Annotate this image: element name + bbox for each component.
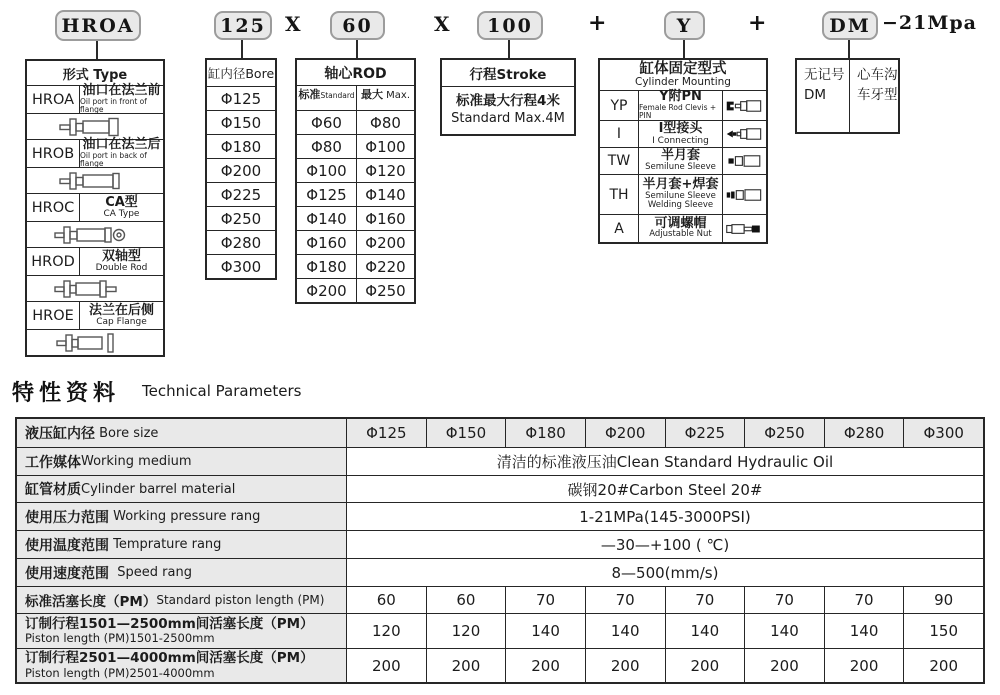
rod-row — [297, 110, 414, 134]
connector-line — [683, 40, 685, 58]
tech-label-cjk: 液压缸内径 — [25, 426, 95, 442]
tech-cell: 90 — [903, 587, 983, 613]
table-row — [27, 275, 163, 301]
mounting-desc-cjk: 半月套+焊套 — [642, 176, 719, 192]
rod-standard-cell: Φ100 — [306, 161, 347, 180]
bore-value-cell: Φ280 — [207, 230, 275, 254]
stroke-table-header: 行程Stroke — [469, 67, 547, 83]
cylinder-double-rod-icon — [53, 278, 137, 300]
tech-row-label — [17, 419, 347, 447]
mounting-desc-cjk: 半月套 — [660, 148, 700, 164]
rod-max-cell: Φ220 — [356, 255, 414, 278]
tech-label-cjk: 标准活塞长度（PM） — [25, 594, 157, 610]
thread-no-mark-label: 无记号 — [804, 67, 845, 83]
table-row — [27, 113, 163, 139]
bore-table-header: 缸内径Bore — [207, 66, 275, 81]
cylinder-cap-flange-icon — [53, 332, 137, 354]
mounting-desc — [638, 91, 722, 120]
tech-cell: 120 — [426, 614, 506, 648]
tech-label-en: Bore size — [95, 425, 159, 441]
type-desc-en: Cap Flange — [96, 317, 147, 328]
tech-row-label — [17, 531, 347, 558]
tech-cell: Φ125 — [347, 419, 426, 447]
tech-label-cjk: 使用压力范围 — [25, 509, 109, 526]
rod-code-text: 60 — [342, 14, 373, 37]
mounting-row — [600, 147, 766, 174]
section-title-en: Technical Parameters — [142, 382, 302, 400]
tech-cell: 150 — [903, 614, 983, 648]
mounting-code: TH — [609, 186, 629, 203]
bore-value-cell: Φ300 — [207, 254, 275, 278]
connector-line — [848, 40, 850, 58]
rod-standard-cell: Φ80 — [311, 137, 342, 156]
bore-table — [205, 58, 277, 280]
stroke-table — [440, 58, 576, 136]
tech-row-working-medium — [17, 447, 983, 475]
stroke-code-text: 100 — [487, 14, 533, 37]
tech-cell: 200 — [824, 649, 904, 682]
connector-line — [241, 40, 243, 58]
type-desc — [79, 83, 163, 115]
rod-col-max-en: Max. — [382, 90, 411, 101]
mounting-table-header — [600, 60, 766, 90]
mounting-code: TW — [607, 153, 631, 169]
bore-value-cell: Φ180 — [207, 134, 275, 158]
times-separator-1: X — [285, 12, 301, 36]
table-row — [27, 139, 163, 167]
tech-row-bore-size — [17, 419, 983, 447]
connector-line — [356, 40, 358, 58]
tech-cell: 140 — [824, 614, 904, 648]
mounting-desc-en: Female Rod Clevis + PIN — [639, 102, 717, 121]
table-row — [27, 247, 163, 275]
mounting-desc — [638, 175, 722, 214]
tech-cell: 200 — [744, 649, 824, 682]
type-desc — [79, 248, 163, 275]
mounting-code-box — [664, 11, 705, 40]
type-desc — [79, 137, 163, 169]
connector-line — [96, 41, 98, 59]
tech-span-value: 碳钢20#Carbon Steel 20# — [567, 480, 763, 499]
cylinder-front-port-icon — [57, 116, 133, 138]
mounting-desc-cjk: I型接头 — [658, 121, 703, 136]
rod-standard-cell: Φ60 — [311, 113, 342, 132]
rod-row — [297, 278, 414, 302]
thread-desc-line2: 车牙型 — [857, 87, 898, 104]
plus-separator-2: + — [748, 10, 767, 36]
rod-col-standard-cjk: 标准 — [298, 88, 321, 101]
tech-row-label — [17, 559, 347, 586]
rod-table — [295, 58, 416, 304]
type-desc-cjk: CA型 — [105, 194, 138, 210]
rod-table-header: 轴心ROD — [324, 65, 387, 82]
stroke-max-cjk: 标准最大行程4米 — [456, 93, 560, 110]
rod-col-max-cjk: 最大 — [360, 88, 383, 101]
mounting-code: I — [616, 126, 622, 142]
tech-cell: 200 — [371, 656, 401, 675]
tech-row-label — [17, 503, 347, 530]
model-code-text: HROA — [61, 14, 135, 37]
tech-label-cjk: 订制行程2501—4000mm间活塞长度（PM） — [25, 650, 314, 667]
bore-value-cell: Φ150 — [207, 110, 275, 134]
tech-cell: 140 — [585, 614, 665, 648]
mounting-row — [600, 90, 766, 120]
thread-code-text: DM — [829, 14, 871, 37]
tech-span-value: 8—500(mm/s) — [611, 563, 719, 582]
tech-cell: Φ180 — [505, 419, 585, 447]
rod-standard-cell: Φ125 — [306, 185, 347, 204]
tech-cell: Φ225 — [665, 419, 745, 447]
tech-row-barrel-material — [17, 475, 983, 502]
tech-cell: 200 — [505, 649, 585, 682]
tech-cell: 140 — [505, 614, 585, 648]
tech-cell: Φ300 — [903, 419, 983, 447]
type-desc-en: Double Rod — [95, 263, 148, 274]
mount-adjustable-nut-icon — [722, 215, 766, 242]
tech-row-label — [17, 476, 347, 502]
rod-standard-cell: Φ200 — [306, 281, 347, 300]
rod-row — [297, 158, 414, 182]
tech-cell: Φ200 — [585, 419, 665, 447]
rod-row — [297, 206, 414, 230]
tech-label-cjk: 使用温度范围 — [25, 537, 109, 554]
table-row — [27, 193, 163, 221]
rod-row — [297, 134, 414, 158]
tech-row-label — [17, 649, 347, 682]
tech-row-label — [17, 614, 347, 648]
rod-standard-cell: Φ160 — [306, 233, 347, 252]
mounting-table — [598, 58, 768, 244]
mounting-desc-en: Semilune Sleeve — [645, 161, 716, 172]
rod-max-cell: Φ80 — [356, 111, 414, 134]
type-code: HROC — [31, 199, 75, 216]
tech-label-cjk: 缸管材质 — [25, 482, 81, 498]
type-desc-en: Oil port in back of flange — [80, 150, 147, 169]
type-desc-en: Oil port in front of flange — [80, 96, 147, 115]
mount-clevis-pin-icon — [722, 91, 766, 120]
tech-span-value: —30—+100 ( ℃) — [600, 535, 730, 554]
tech-cell: 70 — [744, 587, 824, 613]
type-desc-cjk: 法兰在后侧 — [88, 302, 154, 318]
type-code: HROD — [31, 253, 75, 270]
bore-value-cell: Φ250 — [207, 206, 275, 230]
thread-code-box — [822, 11, 878, 40]
thread-style-right-cell — [849, 60, 898, 132]
mount-i-connecting-icon — [722, 121, 766, 147]
tech-row-values — [347, 649, 983, 682]
tech-label-en: Piston length (PM)1501-2500mm — [25, 631, 215, 646]
rod-row — [297, 230, 414, 254]
tech-row-values — [347, 614, 983, 648]
tech-row-piston-length-1501-2500 — [17, 613, 983, 648]
tech-row-standard-piston-length — [17, 586, 983, 613]
tech-cell: Φ280 — [824, 419, 904, 447]
mounting-code-text: Y — [676, 14, 693, 37]
tech-label-en: Speed rang — [109, 565, 192, 580]
tech-cell: 140 — [665, 614, 745, 648]
bore-value-cell: Φ125 — [207, 86, 275, 110]
rod-standard-cell: Φ140 — [306, 209, 347, 228]
type-desc-cjk: 油口在法兰后 — [82, 137, 161, 153]
thread-style-left-cell — [797, 60, 849, 132]
tech-cell: 140 — [744, 614, 824, 648]
bore-code-text: 125 — [220, 14, 266, 37]
mounting-row — [600, 174, 766, 214]
type-table — [25, 59, 165, 357]
mounting-desc — [638, 148, 722, 174]
tech-cell: 70 — [585, 587, 665, 613]
mounting-header-en: Cylinder Mounting — [635, 75, 731, 88]
bore-value-cell: Φ225 — [207, 182, 275, 206]
type-table-header: 形式 Type — [62, 67, 128, 83]
tech-row-temperature-range — [17, 530, 983, 558]
tech-cell: 70 — [505, 587, 585, 613]
type-desc-cjk: 双轴型 — [101, 248, 141, 264]
mounting-desc-en: Semilune Sleeve — [645, 190, 716, 201]
stroke-table-body — [442, 86, 574, 134]
tech-label-cjk: 工作媒体 — [25, 454, 81, 471]
mounting-row — [600, 214, 766, 242]
mounting-header-cjk: 缸体固定型式 — [639, 60, 727, 77]
tech-label-en: Cylinder barrel material — [81, 481, 236, 497]
section-title-cjk: 特性资料 — [12, 380, 121, 406]
rod-max-cell: Φ160 — [356, 207, 414, 230]
tech-span-value: 清洁的标准液压油Clean Standard Hydraulic Oil — [496, 453, 834, 471]
rod-max-cell: Φ140 — [356, 183, 414, 206]
tech-span-value: 1-21MPa(145-3000PSI) — [579, 507, 751, 526]
tech-cell: 120 — [371, 622, 401, 640]
tech-row-label — [17, 448, 347, 475]
model-code-box — [55, 10, 141, 41]
table-row — [27, 221, 163, 247]
bore-value-cell: Φ200 — [207, 158, 275, 182]
rod-standard-cell: Φ180 — [306, 257, 347, 276]
plus-separator-1: + — [588, 10, 607, 36]
stroke-code-box — [477, 11, 543, 40]
cylinder-back-port-icon — [57, 170, 133, 192]
mounting-code: A — [614, 220, 624, 237]
mounting-desc-cjk: Y附PN — [659, 89, 702, 105]
tech-cell: 70 — [824, 587, 904, 613]
stroke-max-en: Standard Max.4M — [451, 110, 565, 126]
tech-row-working-pressure — [17, 502, 983, 530]
tech-cell: 60 — [426, 587, 506, 613]
technical-parameters-table — [15, 417, 985, 684]
tech-label-en: Piston length (PM)2501-4000mm — [25, 665, 215, 680]
mounting-desc-en: Adjustable Nut — [649, 229, 712, 240]
tech-cell: 200 — [665, 649, 745, 682]
tech-cell: 200 — [903, 649, 983, 682]
mounting-desc — [638, 215, 722, 242]
tech-label-en: Standard piston length (PM) — [156, 593, 325, 607]
rod-col-standard — [297, 86, 356, 110]
mounting-desc — [638, 121, 722, 147]
rod-max-cell: Φ100 — [356, 135, 414, 158]
rod-subheader-row — [297, 85, 414, 110]
type-code: HROE — [32, 307, 74, 324]
tech-label-en: Temprature rang — [109, 537, 222, 552]
rod-max-cell: Φ200 — [356, 231, 414, 254]
tech-cell: 200 — [426, 649, 506, 682]
cylinder-ca-type-icon — [53, 224, 137, 246]
connector-line — [508, 40, 510, 58]
rod-row — [297, 182, 414, 206]
bore-code-box — [214, 11, 272, 40]
pressure-rating-text: −21Mpa — [882, 12, 977, 34]
mount-semilune-sleeve-icon — [722, 148, 766, 174]
table-row — [27, 301, 163, 329]
type-desc-en: CA Type — [103, 209, 140, 220]
rod-row — [297, 254, 414, 278]
mount-semilune-welding-sleeve-icon — [722, 175, 766, 214]
tech-label-en: Working pressure rang — [109, 509, 261, 524]
type-desc-cjk: 油口在法兰前 — [82, 83, 161, 99]
table-row — [27, 329, 163, 355]
mounting-row — [600, 120, 766, 147]
mounting-desc-cjk: 可调螺帽 — [654, 215, 707, 231]
tech-row-values — [347, 587, 983, 613]
mounting-desc-en: I Connecting — [652, 135, 709, 146]
tech-cell: 200 — [585, 649, 665, 682]
tech-cell: 70 — [665, 587, 745, 613]
thread-desc-line1: 心车沟 — [857, 67, 898, 83]
tech-label-en: Working medium — [81, 454, 192, 469]
type-desc — [79, 194, 163, 221]
tech-cell: Φ250 — [744, 419, 824, 447]
type-code: HROB — [31, 145, 75, 162]
rod-max-cell: Φ250 — [356, 279, 414, 302]
rod-code-box — [330, 11, 385, 40]
type-desc — [79, 302, 163, 329]
tech-label-cjk: 使用速度范围 — [25, 565, 109, 582]
tech-row-speed-range — [17, 558, 983, 586]
tech-row-label — [17, 587, 347, 613]
mounting-code: YP — [610, 97, 628, 114]
tech-cell: Φ150 — [426, 419, 506, 447]
tech-row-piston-length-2501-4000 — [17, 648, 983, 682]
rod-col-max — [356, 86, 414, 110]
mounting-desc-en2: Welding Sleeve — [647, 200, 714, 211]
tech-cell: 60 — [376, 591, 396, 609]
rod-col-standard-en: Standard — [320, 91, 355, 100]
rod-max-cell: Φ120 — [356, 159, 414, 182]
table-row — [27, 85, 163, 113]
tech-label-cjk: 订制行程1501—2500mm间活塞长度（PM） — [25, 615, 314, 632]
times-separator-2: X — [434, 12, 450, 36]
type-code: HROA — [31, 91, 75, 108]
table-row — [27, 167, 163, 193]
thread-dm-label: DM — [804, 87, 827, 104]
thread-style-table — [795, 58, 900, 134]
tech-row-values — [347, 419, 983, 447]
